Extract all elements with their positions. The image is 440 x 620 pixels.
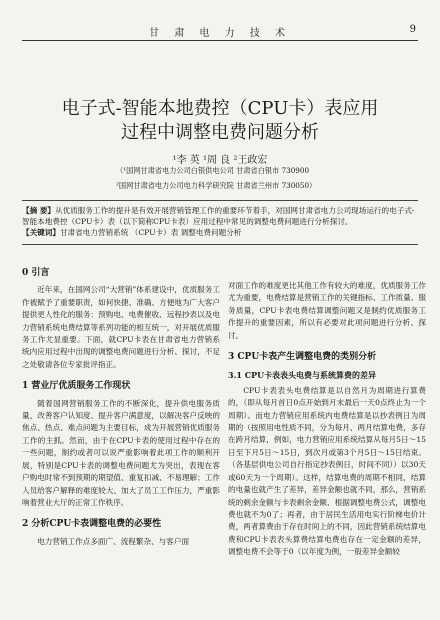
- section-heading: 1 营业厅优质服务工作现状: [22, 381, 131, 392]
- affiliation-1: （¹国网甘肃省电力公司白银供电公司 甘肃省白银市 730900: [116, 166, 310, 175]
- article-title-line-1: 电子式-智能本地费控（CPU卡）表应用: [61, 98, 379, 119]
- abstract-label: 【摘 要】: [22, 206, 56, 215]
- authors: ¹李 英 ¹周 良 ²王政宏: [172, 155, 268, 166]
- section-heading: 3.1 CPU卡表表头电费与系统算费的差异: [228, 370, 377, 381]
- paragraph: 近年来，在国网公司“大营销”体系建设中，优质服务工作被赋予了重要职责，如何快捷、准确、方便地为广大客户提供更人性化的服务：预购电、电费催收、远程抄表以及电力营销系统电费结算等系列功能的相互统一，对开展优质服务工作尤显重要。下面，就CPU卡表在甘肃省电力营销系统内应用过程中出现的调整电费问题进行分析、探讨，不足之处敬请各位专家批评指正。: [22, 285, 220, 369]
- section-heading: 3 CPU卡表产生调整电费的类别分析: [228, 352, 377, 363]
- keywords: [22, 227, 418, 238]
- paragraph: 随着国网营销服务工作的不断深化，提升供电服务质量、改善客户认知度、提升客户满意度，以解决客户反映的焦点、热点、难点问题为主要目标，成为开展营销优质服务工作的主抓。然而，由于在CPU卡表的使用过程中存在的一些问题，制约或者可以说严重影响着此项工作的顺利开展，特别是CPU卡表的调整电费问题尤为突出，表现在客户购电时常不到预期的期望值、重复扣减、不易理解；工作人员给客户解释的难度较大、加大了员工工作压力，严重影响着营业大厅的正常工作秩序。: [22, 398, 220, 507]
- paragraph: 电力营销工作点多面广、流程繁杂、与客户面: [37, 536, 190, 546]
- header-rule: [22, 40, 418, 41]
- paragraph: CPU卡表表头电费结算是以自然月为周期进行算费的，（即从每月首日0点开始到月末最后一天0点终止为一个周期）。而电力营销应用系统内电费结算是以抄表例日为周期的（按照用电性质不同，分为每月、两月结算电费，多存在跨月结算，例如，电力营销应用系统结算从每月5日～15日至下月5日～15日，到次月或第3个月5日～15日结束。（各基层供电公司自行指定抄表例日，时间不同））以30天或60天为一个周期）。这样，结算电费的周期不相同，结算的电量也就产生了差异，差异金额也就不同，那么，营销系统的剩余金额与卡表剩余金额、根据调整电费公式，调整电费也就不为0了；再者，由于居民生活用电实行阶梯电价计费，两者算费由于存在时间上的不同，因此营销系统结算电费和CPU卡表表头算费结算电费也存在一定金额的差异，调整电费不会等于0（以年度为例，一般差异金额较: [228, 385, 426, 557]
- keywords-text: 甘肃省电力营销系统 （CPU卡）表 调整电费问题分析: [59, 228, 242, 237]
- section-heading: 2 分析CPU卡表调整电费的必要性: [22, 519, 162, 530]
- keywords-label: 【关键词】: [22, 228, 60, 237]
- abstract-block: [22, 200, 418, 245]
- abstract-text: 从优质服务工作的提升是有效开展营销管理工作的重要环节着手，对国网甘肃省电力公司现场运行的电子式-智能本地费控（CPU卡）表（以下简称CPU卡表）应用过程中常见的调整电费问题进行分析探讨。: [22, 206, 415, 226]
- abstract-bottom-rule: [22, 244, 418, 245]
- right-column: [228, 280, 426, 559]
- abstract: [22, 205, 418, 227]
- abstract-top-rule: [22, 200, 418, 201]
- section-heading: 0 引言: [22, 268, 50, 278]
- paragraph: 对面工作的难度更比其他工作有较大的难度，优质服务工作尤为重要，电费结算是营销工作的关键指标、工作质量、服务质量，CPU卡表电费结算调整问题又是制约优质服务工作提升的重要因素，所以有必要对此项问题进行分析、探讨。: [228, 281, 426, 340]
- page-header: [0, 0, 440, 44]
- journal-title: 甘 肃 电 力 技 术: [149, 28, 291, 39]
- page-number: 9: [409, 24, 416, 35]
- left-column: [22, 258, 220, 548]
- article-title-line-2: 过程中调整电费问题分析: [121, 122, 319, 143]
- affiliation-2: ²国网甘肃省电力公司电力科学研究院 甘肃省兰州市 730050）: [116, 181, 317, 190]
